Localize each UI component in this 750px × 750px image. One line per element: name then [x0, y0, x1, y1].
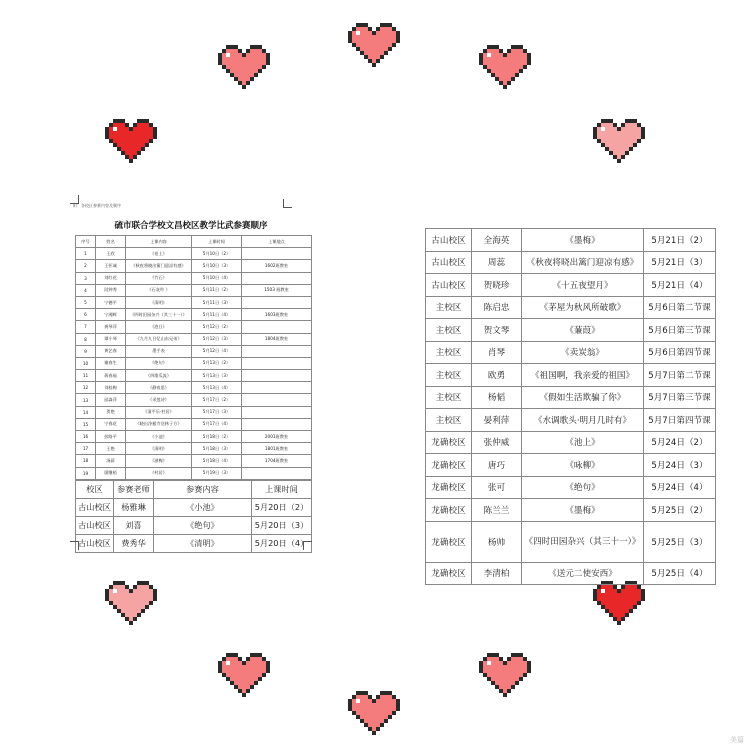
table-cell: 刘红花 [96, 272, 126, 284]
table-cell: 汤蔚 [96, 455, 126, 467]
header-cell: 上课内容 [126, 236, 192, 248]
table-cell: 《卖炭翁》 [522, 341, 644, 364]
header-cell: 参赛老师 [114, 481, 154, 499]
table-row [426, 476, 716, 499]
table-cell: 5月6日第三节课 [644, 319, 716, 342]
table-cell: 5月13日（4） [192, 382, 242, 394]
table-cell: 《墨梅》 [522, 229, 644, 252]
heart-bottom-left [218, 652, 270, 698]
table-cell: 1 [76, 248, 96, 260]
table-cell: 5月12日（2） [192, 321, 242, 333]
header-cell: 姓名 [96, 236, 126, 248]
table-cell: 陈启忠 [472, 296, 522, 319]
table-cell: 《咏柳》 [522, 454, 644, 477]
table-cell: 陈兰兰 [472, 499, 522, 522]
table-cell: 1503 班教室 [242, 284, 312, 296]
table-cell: 贺文琴 [472, 319, 522, 342]
table-cell: 15 [76, 418, 96, 430]
table-cell: 5月25日（3） [644, 521, 716, 562]
table-cell [242, 418, 312, 430]
header-cell: 上课时间 [252, 481, 312, 499]
table-row [76, 370, 312, 382]
table-cell: 宁湘辉 [96, 309, 126, 321]
crop-mark [303, 541, 312, 550]
table-cell: 《假如生活欺骗了你》 [522, 386, 644, 409]
table-row [76, 418, 312, 430]
table-cell: 5月21日（3） [644, 251, 716, 274]
table-row [76, 296, 312, 308]
table-cell: 肖琴 [472, 341, 522, 364]
table-cell: 宁德平 [96, 296, 126, 308]
heart-top-center [348, 22, 400, 68]
table-cell: 龙确校区 [426, 476, 472, 499]
table-cell: 13 [76, 394, 96, 406]
heart-lower-right [593, 580, 645, 626]
table-cell: 《绝句》 [126, 357, 192, 369]
table-cell: 《绝句》 [522, 476, 644, 499]
table-cell: 9 [76, 345, 96, 357]
table-cell: 1603班教室 [242, 309, 312, 321]
table-cell: 全海英 [472, 229, 522, 252]
table-cell: 《晓出净慈寺送林子方》 [126, 418, 192, 430]
table-row [76, 535, 312, 553]
header-cell: 序号 [76, 236, 96, 248]
table-cell: 《石灰吟 》 [126, 284, 192, 296]
table-cell: 古山校区 [76, 499, 114, 517]
table-cell: 5月20日（4） [252, 535, 312, 553]
table-row [426, 409, 716, 432]
table-cell: 《十五夜望月》 [522, 274, 644, 297]
table-cell: 《清明》 [126, 443, 192, 455]
table-row [76, 431, 312, 443]
heart-bottom-right [479, 652, 531, 698]
table-cell [242, 272, 312, 284]
table-cell [242, 296, 312, 308]
table-cell: 唐巧 [472, 454, 522, 477]
table-cell: 5月13日（2） [192, 357, 242, 369]
table-cell: 谢春生 [96, 357, 126, 369]
table-cell: 古山校区 [76, 517, 114, 535]
table-cell [242, 357, 312, 369]
table-header-row [76, 481, 312, 499]
campus-table [75, 480, 312, 553]
table-cell: 《茅屋为秋风所破歌》 [522, 296, 644, 319]
table-row [76, 443, 312, 455]
table-cell: 龙确校区 [426, 454, 472, 477]
table-cell: 宁春花 [96, 418, 126, 430]
table-cell: 5月19日（3） [192, 467, 242, 479]
table-cell: 《送元二使安西》 [522, 562, 644, 585]
table-cell: 古山校区 [426, 274, 472, 297]
table-cell: 龙确校区 [426, 562, 472, 585]
table-cell: 7 [76, 321, 96, 333]
table-cell: 王艳 [96, 443, 126, 455]
table-cell: 费秀华 [114, 535, 154, 553]
table-row [76, 333, 312, 345]
table-cell: 5月25日（4） [644, 562, 716, 585]
table-row [76, 455, 312, 467]
table-row [426, 499, 716, 522]
table-cell: 5月10日（2） [192, 248, 242, 260]
watermark: 美篇 [730, 736, 744, 744]
table-row [76, 517, 312, 535]
table-cell: 古山校区 [426, 229, 472, 252]
heart-bottom-center [348, 690, 400, 736]
table-cell: 《四歌瓜流》 [126, 370, 192, 382]
crop-mark [70, 541, 79, 550]
table-cell [242, 345, 312, 357]
table-cell: 主校区 [426, 364, 472, 387]
table-cell: 5月12日（4） [192, 345, 242, 357]
table-cell: 4 [76, 284, 96, 296]
table-cell: 19 [76, 467, 96, 479]
table-cell: 《水调歌头·明月几时有》 [522, 409, 644, 432]
header-cell: 校区 [76, 481, 114, 499]
table-row [426, 562, 716, 585]
heart-mid-left [105, 118, 157, 164]
table-row [76, 499, 312, 517]
table-cell: 蒋春福 [96, 370, 126, 382]
table-cell: 5月7日第三节课 [644, 386, 716, 409]
heart-mid-right [593, 118, 645, 164]
table-cell: 5月21日（2） [644, 229, 716, 252]
table-cell: 5月24日（4） [644, 476, 716, 499]
right-document-page [425, 228, 711, 580]
schedule-table [75, 235, 312, 480]
table-cell: 刘桂梅 [96, 382, 126, 394]
table-cell: 《卷上》 [126, 248, 192, 260]
table-cell: 龙确校区 [426, 499, 472, 522]
table-cell: 《蒹葭》 [522, 319, 644, 342]
table-row [76, 309, 312, 321]
table-cell: 17 [76, 443, 96, 455]
table-cell: 16 [76, 431, 96, 443]
table-cell: 3 [76, 272, 96, 284]
table-cell: 晏利萍 [472, 409, 522, 432]
table-cell: 12 [76, 382, 96, 394]
table-cell: 5月13日（3） [192, 370, 242, 382]
table-cell: 5月20日（2） [252, 499, 312, 517]
document-title: 硫市联合学校文昌校区教学比武参赛顺序 [114, 221, 268, 231]
table-cell: 欧勇 [472, 364, 522, 387]
table-cell: 《小池》 [126, 431, 192, 443]
table-cell: 《清明》 [126, 296, 192, 308]
table-cell: 《绝句》 [154, 517, 252, 535]
table-row [76, 406, 312, 418]
table-row [426, 431, 716, 454]
table-cell: 5月18日（2） [192, 431, 242, 443]
table-cell [242, 321, 312, 333]
table-cell: 主校区 [426, 341, 472, 364]
table-row [76, 284, 312, 296]
header-cell: 上课地点 [242, 236, 312, 248]
table-cell [242, 406, 312, 418]
table-cell: 《池上》 [522, 431, 644, 454]
table-cell: 5月12日（3） [192, 333, 242, 345]
table-cell: 《祖国啊，我亲爱的祖国》 [522, 364, 644, 387]
table-cell: 古山校区 [76, 535, 114, 553]
table-cell: 《滋梅》 [126, 455, 192, 467]
table-cell: 5月21日（4） [644, 274, 716, 297]
table-cell: 5月11日（2） [192, 284, 242, 296]
table-cell: 周蕊 [472, 251, 522, 274]
table-cell: 张可 [472, 476, 522, 499]
table-row [76, 357, 312, 369]
table-cell: 邱淼萍 [96, 394, 126, 406]
table-cell: 5月18日（4） [192, 455, 242, 467]
header-cell: 参赛内容 [154, 481, 252, 499]
table-cell: 王怀诚 [96, 260, 126, 272]
table-cell: 5月11日（4） [192, 309, 242, 321]
table-cell: 《采莲诗》 [126, 394, 192, 406]
table-cell: 张仲威 [472, 431, 522, 454]
table-cell: 古山校区 [426, 251, 472, 274]
table-cell: 刘喜 [114, 517, 154, 535]
continued-schedule-table [425, 228, 716, 585]
table-cell: 5月11日（3） [192, 296, 242, 308]
table-cell: 8 [76, 333, 96, 345]
table-cell: 主校区 [426, 319, 472, 342]
table-cell: 主校区 [426, 296, 472, 319]
table-row [76, 382, 312, 394]
table-cell: 龚琴萍 [96, 321, 126, 333]
table-cell: 龙确校区 [426, 521, 472, 562]
table-cell: 5月17日（4） [192, 418, 242, 430]
table-cell: 廖继梧 [96, 467, 126, 479]
table-cell: 1804班教室 [242, 333, 312, 345]
table-cell: 14 [76, 406, 96, 418]
header-cell: 上课时间 [192, 236, 242, 248]
table-cell: 5月25日（2） [644, 499, 716, 522]
table-cell [242, 382, 312, 394]
table-cell: 《小池》 [154, 499, 252, 517]
table-cell: 5月10日（4） [192, 272, 242, 284]
table-cell: 10 [76, 357, 96, 369]
table-row [426, 386, 716, 409]
crop-mark [283, 199, 292, 208]
table-row [426, 521, 716, 562]
table-row [76, 345, 312, 357]
left-document-page [70, 195, 312, 550]
table-cell: 贺晓珍 [472, 274, 522, 297]
table-cell: 5月24日（2） [644, 431, 716, 454]
table-cell: 谭小琴 [96, 333, 126, 345]
table-cell: 墨手表 [126, 345, 192, 357]
heart-top-right [479, 44, 531, 90]
table-cell: 5月18日（3） [192, 443, 242, 455]
table-cell: 王欣 [96, 248, 126, 260]
table-cell: 1602班教室 [242, 260, 312, 272]
table-cell [242, 370, 312, 382]
table-cell: 主校区 [426, 386, 472, 409]
table-row [76, 321, 312, 333]
table-row [426, 274, 716, 297]
table-row [426, 454, 716, 477]
table-cell: 杨雅琳 [114, 499, 154, 517]
table-cell: 5 [76, 296, 96, 308]
table-cell: 《村居》 [126, 467, 192, 479]
table-row [76, 272, 312, 284]
table-cell: 段钟秀 [96, 284, 126, 296]
table-cell [242, 467, 312, 479]
table-cell: 《泡日》 [126, 321, 192, 333]
table-row [426, 251, 716, 274]
table-cell: 1704班教室 [242, 455, 312, 467]
table-row [426, 296, 716, 319]
table-cell: 5月7日第四节课 [644, 409, 716, 432]
table-cell: 彭路平 [96, 431, 126, 443]
crop-mark [70, 195, 79, 204]
table-cell: 贺艳 [96, 406, 126, 418]
table-cell: 11 [76, 370, 96, 382]
heart-top-left [218, 44, 270, 90]
table-cell [242, 394, 312, 406]
table-cell: 《清平乐·村居》 [126, 406, 192, 418]
table-cell: 杨韬 [472, 386, 522, 409]
table-cell: 《四时田园杂兴（其三十一）》 [522, 521, 644, 562]
table-cell: 5月17日（3） [192, 406, 242, 418]
table-cell: 《墨梅》 [522, 499, 644, 522]
table-cell: 5月6日第四节课 [644, 341, 716, 364]
table-cell: 《秋夜将晓出篱门迎凉有感》 [126, 260, 192, 272]
table-cell: 5月24日（3） [644, 454, 716, 477]
table-cell: 《四时田园杂兴（其三十一）》 [126, 309, 192, 321]
table-cell: 5月7日第二节课 [644, 364, 716, 387]
table-cell: 《九月九日忆山东兄弟》 [126, 333, 192, 345]
table-row [426, 364, 716, 387]
table-row [426, 319, 716, 342]
table-cell: 《静夜思》 [126, 382, 192, 394]
table-cell: 杨帅 [472, 521, 522, 562]
table-row [76, 394, 312, 406]
appendix-note: 附：各校区参赛内容及顺序 [73, 203, 121, 208]
table-cell: 《秋夜将晓出篱门迎凉有感》 [522, 251, 644, 274]
table-cell: 黄艺春 [96, 345, 126, 357]
table-row [76, 260, 312, 272]
table-cell: 6 [76, 309, 96, 321]
heart-lower-left [105, 580, 157, 626]
table-row [426, 341, 716, 364]
table-cell: 2 [76, 260, 96, 272]
table-cell: 5月10日（3） [192, 260, 242, 272]
table-cell: 1801班教室 [242, 443, 312, 455]
table-cell: 《清明》 [154, 535, 252, 553]
table-cell [242, 248, 312, 260]
table-cell: 5月20日（3） [252, 517, 312, 535]
table-header-row [76, 236, 312, 248]
table-cell: 主校区 [426, 409, 472, 432]
table-cell: 李清柏 [472, 562, 522, 585]
table-cell: 5月6日第二节课 [644, 296, 716, 319]
table-cell: 18 [76, 455, 96, 467]
table-cell: 5月17日（2） [192, 394, 242, 406]
table-cell: 龙确校区 [426, 431, 472, 454]
table-row [426, 229, 716, 252]
table-cell: 2001班教室 [242, 431, 312, 443]
table-row [76, 248, 312, 260]
table-row [76, 467, 312, 479]
table-cell: 《竹石》 [126, 272, 192, 284]
